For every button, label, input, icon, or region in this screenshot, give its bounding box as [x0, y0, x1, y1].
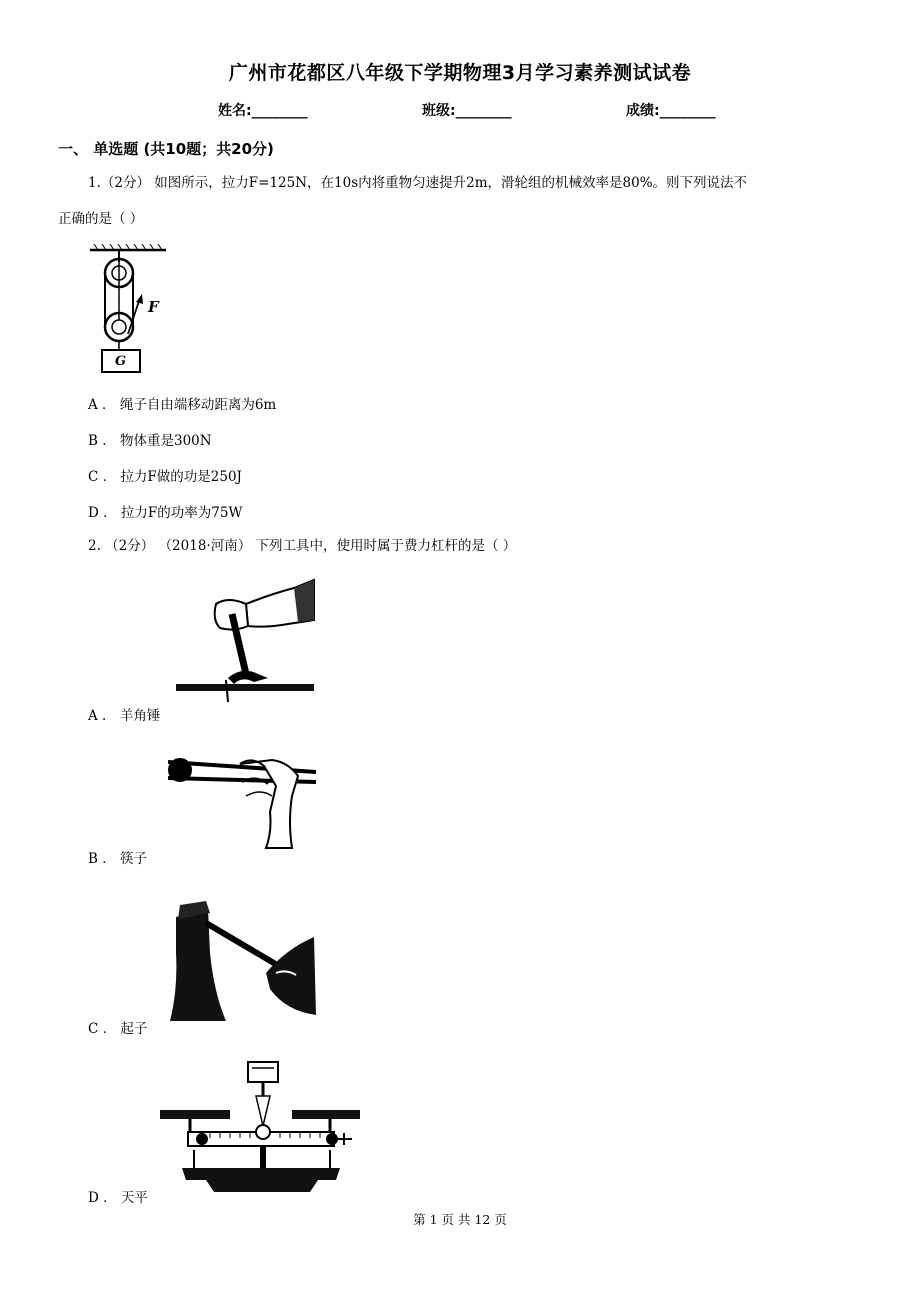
q1-option-d[interactable]: D ． 拉力F的功率为75W [88, 505, 243, 521]
q2-option-a[interactable]: A ． 羊角锤 [88, 708, 161, 724]
q2-option-d[interactable]: D ． 天平 [88, 1190, 148, 1206]
page-number: 第 1 页 共 12 页 [413, 1212, 507, 1227]
claw-hammer-image [176, 574, 316, 706]
q1-stem-line2: 正确的是（ ） [58, 211, 144, 227]
q2-stem: 2. （2分） （2018·河南） 下列工具中，使用时属于费力杠杆的是（ ） [88, 538, 517, 554]
q1-option-a[interactable]: A ． 绳子自由端移动距离为6m [88, 397, 277, 413]
chopsticks-image [160, 752, 320, 852]
q1-stem-line1: 1.（2分） 如图所示，拉力F=125N，在10s内将重物匀速提升2m，滑轮组的机械效率是80%。则下列说法不 [88, 175, 748, 191]
name-field: 姓名:________ [218, 103, 308, 119]
section-heading: 一、 单选题 (共10题；共20分) [58, 140, 274, 158]
weight-label: G [115, 354, 127, 369]
q2-option-c[interactable]: C ． 起子 [88, 1021, 148, 1037]
force-label: F [148, 298, 159, 316]
bottle-opener-image [166, 893, 326, 1025]
class-field: 班级:________ [422, 103, 512, 119]
q2-option-b[interactable]: B ． 筷子 [88, 851, 148, 867]
q1-option-c[interactable]: C ． 拉力F做的功是250J [88, 469, 242, 485]
exam-title: 广州市花都区八年级下学期物理3月学习素养测试试卷 [228, 62, 692, 84]
balance-image [160, 1056, 360, 1196]
q1-option-b[interactable]: B ． 物体重是300N [88, 433, 212, 449]
score-field: 成绩:________ [626, 103, 716, 119]
